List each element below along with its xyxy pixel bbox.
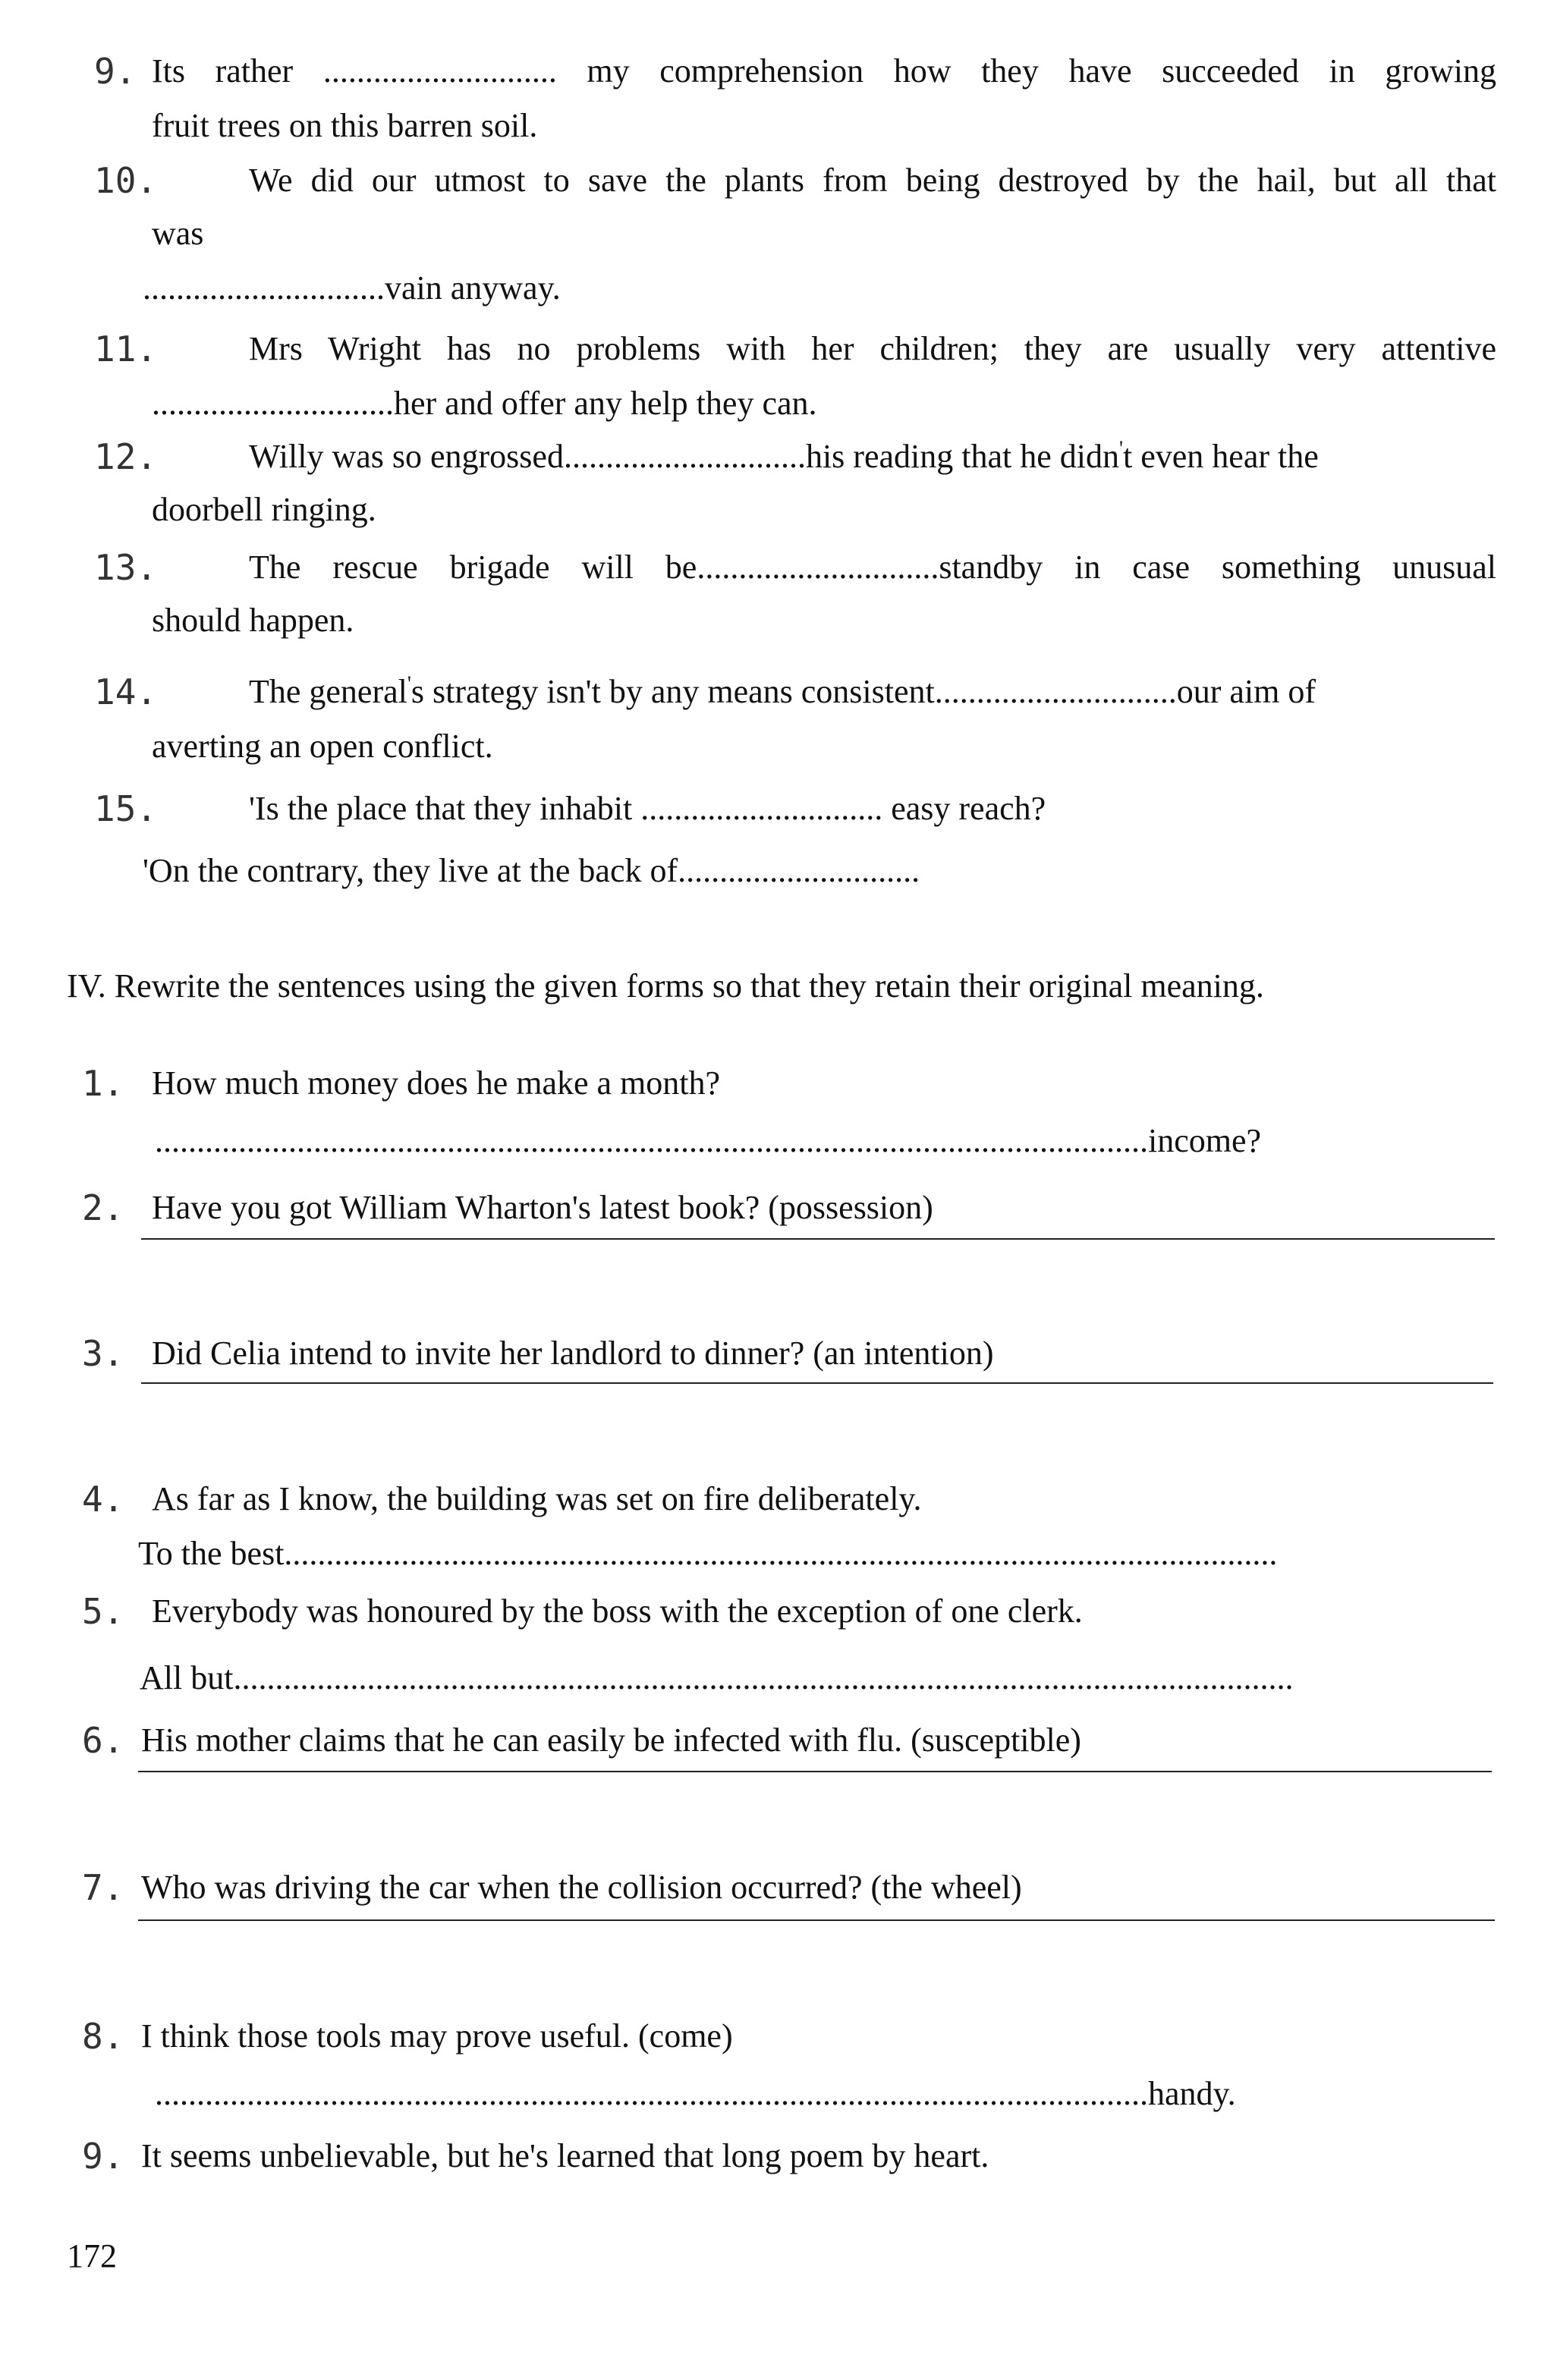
exercise-text: I think those tools may prove useful. (come) — [141, 2017, 733, 2055]
text-fragment: s strategy isn't by any means consistent.............................our aim of — [411, 673, 1316, 710]
text-fragment: The general — [249, 673, 407, 710]
item-number: 14. — [94, 671, 158, 712]
answer-rule[interactable] — [141, 1382, 1493, 1384]
item-number: 13. — [94, 547, 158, 588]
exercise-text: Who was driving the car when the collision occurred? (the wheel) — [141, 1869, 1022, 1906]
exercise-text — [249, 672, 1316, 712]
exercise-text: It seems unbelievable, but he's learned that long poem by heart. — [141, 2137, 989, 2174]
text-fragment: Willy was so engrossed.............................his reading that he didn — [249, 438, 1119, 475]
exercise-text: His mother claims that he can easily be infected with flu. (susceptible) — [141, 1721, 1081, 1759]
exercise-text: 'On the contrary, they live at the back of............................. — [143, 852, 920, 889]
apostrophe-mark: ' — [407, 672, 411, 696]
exercise-text: .............................vain anyway. — [143, 269, 561, 307]
section-heading: IV. Rewrite the sentences using the given forms so that they retain their original meaning. — [67, 967, 1264, 1005]
item-number: 9. — [94, 51, 137, 92]
exercise-text: Its rather ............................ my comprehension how they have succeeded in growing — [152, 52, 1496, 90]
item-number: 12. — [94, 436, 158, 477]
answer-rule[interactable] — [138, 1919, 1495, 1921]
item-number: 1. — [82, 1063, 124, 1104]
item-number: 5. — [82, 1591, 124, 1632]
exercise-text: 'Is the place that they inhabit ............................. easy reach? — [249, 790, 1046, 827]
exercise-text: Have you got William Wharton's latest book? (possession) — [152, 1189, 933, 1226]
exercise-text: The rescue brigade will be.............................standby in case something unusual — [249, 549, 1496, 586]
item-number: 15. — [94, 788, 158, 829]
answer-line: To the best....................................................................................................................... — [138, 1535, 1278, 1572]
exercise-text: Everybody was honoured by the boss with the exception of one clerk. — [152, 1592, 1083, 1630]
exercise-text: fruit trees on this barren soil. — [152, 107, 538, 144]
exercise-text — [249, 437, 1319, 476]
item-number: 7. — [82, 1867, 124, 1908]
item-number: 3. — [82, 1333, 124, 1374]
apostrophe-mark: ' — [1118, 437, 1124, 461]
answer-line: .......................................................................................................................handy. — [155, 2075, 1236, 2112]
exercise-text: As far as I know, the building was set on fire deliberately. — [152, 1480, 922, 1517]
item-number: 8. — [82, 2016, 124, 2057]
answer-rule[interactable] — [141, 1238, 1495, 1240]
item-number: 6. — [82, 1720, 124, 1761]
exercise-text: was — [152, 215, 204, 252]
answer-line: .......................................................................................................................income? — [155, 1122, 1262, 1159]
page-number: 172 — [67, 2237, 117, 2275]
item-number: 4. — [82, 1479, 124, 1520]
exercise-text: doorbell ringing. — [152, 491, 376, 528]
answer-line: All but............................................................................................................................... — [140, 1659, 1294, 1696]
item-number: 9. — [82, 2136, 124, 2177]
text-fragment: t even hear the — [1123, 438, 1319, 475]
exercise-text: .............................her and offer any help they can. — [152, 385, 817, 422]
exercise-text: should happen. — [152, 602, 354, 639]
exercise-text: Mrs Wright has no problems with her children; they are usually very attentive — [249, 330, 1496, 367]
answer-rule[interactable] — [138, 1771, 1492, 1772]
item-number: 2. — [82, 1187, 124, 1228]
item-number: 11. — [94, 329, 158, 369]
item-number: 10. — [94, 160, 158, 201]
exercise-text: How much money does he make a month? — [152, 1064, 721, 1102]
exercise-text: averting an open conflict. — [152, 728, 493, 765]
exercise-text: Did Celia intend to invite her landlord to dinner? (an intention) — [152, 1335, 994, 1372]
exercise-text: We did our utmost to save the plants from being destroyed by the hail, but all that — [249, 162, 1496, 199]
